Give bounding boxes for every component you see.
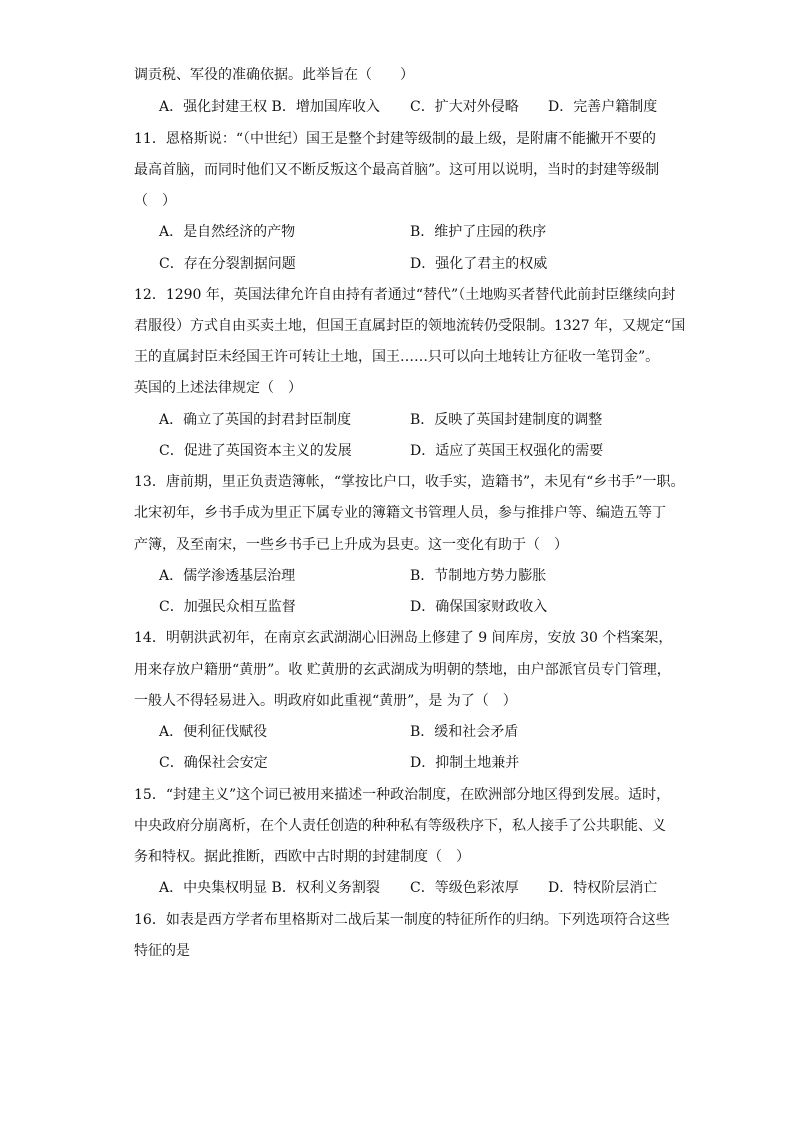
q14-option-b: B．缓和社会矛盾: [410, 724, 519, 740]
q13-stem-line2: 北宋初年，乡书手成为里正下属专业的簿籍文书管理人员，参与推排户等、编造五等丁: [134, 505, 666, 521]
q11-option-d: D．强化了君主的权威: [410, 256, 548, 272]
q12-stem-line2: 君服役）方式自由买卖土地，但国王直属封臣的领地流转仍受限制。1327 年，又规定“国: [134, 318, 686, 334]
q12-option-a: A．确立了英国的封君封臣制度: [159, 412, 352, 428]
q14-option-d: D．抑制土地兼并: [410, 755, 520, 771]
q16-stem-line2: 特征的是: [134, 943, 190, 959]
q13-stem-line3: 产簿，及至南宋，一些乡书手已上升成为县吏。这一变化有助于（ ）: [134, 537, 568, 553]
q12-stem-line1: 12．1290 年，英国法律允许自由持有者通过“替代”（土地购买者替代此前封臣继续向封: [134, 287, 676, 303]
q10-option-ab: A．强化封建王权 B．增加国库收入: [159, 99, 380, 115]
q12-option-c: C．促进了英国资本主义的发展: [159, 443, 352, 459]
q13-option-b: B．节制地方势力膨胀: [410, 568, 547, 584]
q16-stem-line1: 16．如表是西方学者布里格斯对二战后某一制度的特征所作的归纳。下列选项符合这些: [134, 912, 670, 928]
q15-option-d: D．特权阶层消亡: [548, 880, 658, 896]
q15-option-ab: A．中央集权明显 B．权利义务割裂: [159, 880, 380, 896]
q15-stem-line3: 务和特权。据此推断，西欧中古时期的封建制度（ ）: [134, 849, 470, 865]
q11-option-b: B．维护了庄园的秩序: [410, 224, 547, 240]
q11-stem-line3: （ ）: [134, 193, 176, 209]
q13-option-a: A．儒学渗透基层治理: [159, 568, 296, 584]
q13-option-c: C．加强民众相互监督: [159, 599, 296, 615]
q11-option-c: C．存在分裂割据问题: [159, 256, 296, 272]
q15-stem-line1: 15．“封建主义”这个词已被用来描述一种政治制度，在欧洲部分地区得到发展。适时，: [134, 787, 671, 803]
q10-stem-tail: 调贡税、军役的准确依据。此举旨在（ ）: [134, 67, 414, 83]
q12-option-d: D．适应了英国王权强化的需要: [410, 443, 604, 459]
q12-option-b: B．反映了英国封建制度的调整: [410, 412, 603, 428]
q14-option-c: C．确保社会安定: [159, 755, 268, 771]
q14-stem-line1: 14．明朝洪武初年，在南京玄武湖湖心旧洲岛上修建了 9 间库房，安放 30 个档案架，: [134, 630, 673, 646]
q14-option-a: A．便利征伐赋役: [159, 724, 268, 740]
q12-stem-line4: 英国的上述法律规定（ ）: [134, 380, 302, 396]
q15-option-c: C．等级色彩浓厚: [410, 880, 519, 896]
q12-stem-line3: 王的直属封臣未经国王许可转让土地，国王……只可以向土地转让方征收一笔罚金”。: [134, 349, 660, 365]
q10-option-d: D．完善户籍制度: [548, 99, 658, 115]
q14-stem-line2: 用来存放户籍册“黄册”。收 贮黄册的玄武湖成为明朝的禁地，由户部派官员专门管理，: [134, 662, 671, 678]
q11-option-a: A．是自然经济的产物: [159, 224, 296, 240]
q14-stem-line3: 一般人不得轻易进入。明政府如此重视“黄册”，是 为了（ ）: [134, 693, 517, 709]
q13-option-d: D．确保国家财政收入: [410, 599, 548, 615]
q11-stem-line2: 最高首脑，而同时他们又不断反叛这个最高首脑”。这可用以说明，当时的封建等级制: [134, 162, 660, 178]
q10-option-c: C．扩大对外侵略: [410, 99, 519, 115]
q15-stem-line2: 中央政府分崩离析，在个人责任创造的种种私有等级秩序下，私人接手了公共职能、义: [134, 818, 666, 834]
q13-stem-line1: 13．唐前期，里正负责造簿帐，“掌按比户口，收手实，造籍书”，未见有“乡书手”一职。: [134, 474, 685, 490]
q11-stem-line1: 11．恩格斯说：“（中世纪）国王是整个封建等级制的最上级，是附庸不能撇开不要的: [134, 131, 656, 147]
